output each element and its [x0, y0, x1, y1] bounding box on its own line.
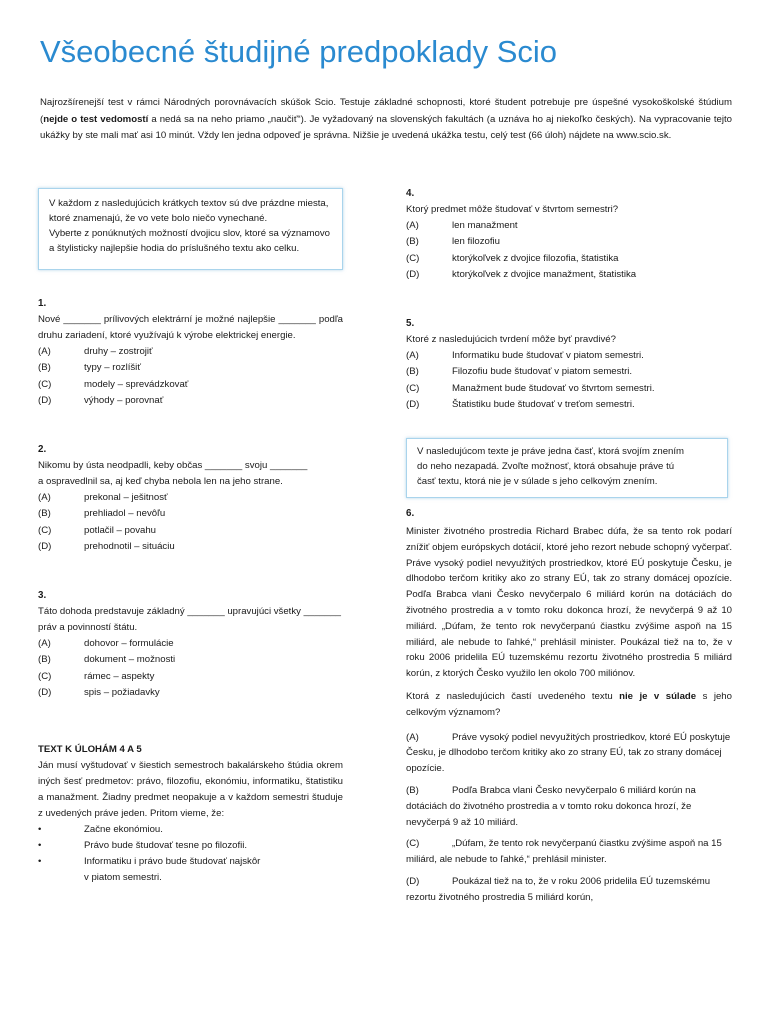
option-a — [406, 348, 732, 364]
option-a — [38, 490, 343, 506]
question-text: Nové _______ prílivových elektrární je možné najlepšie _______ podľa druhu zariadení, ktoré využívajú k výrobe elektrickej energie. — [38, 314, 343, 341]
bullet-text: Informatiku i právo bude študovať najskôr v piatom semestri. — [84, 856, 261, 883]
option-text: „Dúfam, že tento rok nevyčerpanú čiastku zvýšime aspoň na 15 miliárd, ale nebude to ľahké,“ prehlásil minister. — [406, 838, 722, 866]
question-text-2: s jeho celkovým významom? — [406, 690, 732, 718]
option-text: Práve vysoký podiel nevyužitých prostriedkov, ktoré EÚ poskytuje Česku, je dlhodobo terčom kritiky ako zo strany EÚ, tak zo strany domácej opozície. — [406, 731, 731, 775]
option-text: dokument – možnosti — [84, 654, 176, 666]
option-c — [406, 251, 732, 267]
option-text: typy – rozlíšiť — [84, 362, 141, 374]
question-passage: Minister životného prostredia Richard Brabec dúfa, že sa tento rok podarí znížiť objem európskych dotácií, ktoré jeho rezort nebude schopný vyčerpať. Práve vysoký podiel nevyužitých prostriedkov, ktoré EÚ poskytuje Česku, je dlhodobo terčom kritiky ako zo strany EÚ, tak zo strany domácej opozície. Podľa Brabca vlani Česko nevyčerpalo 6 miliárd korún na dotáciách do životného prostredia a v tomto roku dokonca hrozí, že nevyčerpá 9 až 10 miliárd. „Dúfam, že tento rok nevyčerpanú čiastku zvýšime aspoň na 15 miliárd, ale nebude to ľahké,“ prehlásil minister. Poukázal tiež na to, že v roku 2006 pridelila EÚ tuzemskému rezortu životného prostredia 5 miliárd korún, z ktorých Česko využilo len okolo 700 miliónov. — [406, 526, 732, 680]
option-a — [406, 730, 732, 777]
option-b — [406, 234, 732, 250]
option-label: (C) — [406, 838, 420, 850]
question-1 — [38, 296, 343, 409]
question-4 — [406, 186, 732, 283]
text-for-tasks-4-5 — [38, 742, 343, 886]
option-label: (D) — [406, 398, 420, 410]
option-text: prekonal – ješitnosť — [84, 492, 168, 503]
option-b — [406, 783, 732, 830]
option-c — [38, 669, 343, 685]
option-text: spis – požiadavky — [84, 686, 160, 698]
option-b — [38, 360, 343, 376]
option-text: Informatiku bude študovať v piatom semestri. — [452, 350, 644, 361]
option-text: Filozofiu bude študovať v piatom semestri. — [452, 366, 633, 378]
option-label: (B) — [38, 654, 51, 666]
option-c — [38, 523, 343, 539]
option-text: len manažment — [452, 220, 518, 231]
bullet-mark: • — [38, 856, 42, 867]
question-number: 5. — [406, 318, 415, 329]
bullet-mark: • — [38, 840, 42, 851]
question-number: 6. — [406, 508, 415, 519]
question-text: Ktoré z nasledujúcich tvrdení môže byť pravdivé? — [406, 334, 616, 345]
page-title: Všeobecné študijné predpoklady Scio — [40, 34, 558, 69]
option-label: (C) — [38, 524, 52, 536]
box1-line4: a štylisticky najlepšie hodia do príslušného textu ako celku. — [49, 243, 300, 254]
option-label: (D) — [406, 875, 420, 887]
option-d — [406, 397, 732, 413]
box1-line3: Vyberte z ponúknutých možností dvojicu slov, ktoré sa významovo — [49, 228, 331, 239]
option-b — [38, 506, 343, 522]
option-text: Štatistiku bude študovať v treťom semestri. — [452, 398, 635, 410]
question-text: Ktorý predmet môže študovať v štvrtom semestri? — [406, 204, 619, 215]
option-d — [38, 685, 343, 701]
option-text: dohovor – formulácie — [84, 638, 174, 649]
option-label: (A) — [406, 731, 419, 743]
box2-line1: V nasledujúcom texte je práve jedna časť, ktorá svojím znením — [417, 446, 685, 457]
option-text: prehodnotil – situáciu — [84, 540, 175, 552]
intro-text-2: a nedá sa na neho priamo „naučiť“). Je vyžadovaný na slovenských fakultách (a uznáva ho aj niekoľko českých). Na vypracovanie tejto ukážky by ste mali mať asi 10 minút. Vždy len jedna odpoveď je správna. Nižšie je uvedená ukážka testu, celý test (66 úloh) nájdete na www.scio.sk. — [40, 113, 733, 141]
option-label: (B) — [38, 508, 51, 520]
intro-paragraph — [40, 95, 732, 145]
option-text: výhody – porovnať — [84, 394, 164, 406]
option-b — [406, 364, 732, 380]
option-label: (D) — [406, 268, 420, 280]
question-2 — [38, 442, 343, 555]
box2-line3: časť textu, ktorá nie je v súlade s jeho celkovým znením. — [417, 476, 658, 487]
option-text: Manažment bude študovať vo štvrtom semestri. — [452, 382, 655, 394]
option-c — [406, 836, 732, 868]
option-text: druhy – zostrojiť — [84, 346, 153, 357]
option-text: potlačil – povahu — [84, 524, 157, 536]
question-number: 1. — [38, 298, 47, 309]
option-label: (C) — [406, 252, 420, 264]
question-text — [406, 689, 732, 721]
question-number: 4. — [406, 188, 415, 199]
option-label: (A) — [38, 346, 51, 357]
option-label: (D) — [38, 540, 52, 552]
option-a — [38, 344, 343, 360]
bullet-text: Začne ekonómiou. — [84, 824, 163, 835]
box2-line2: do neho nezapadá. Zvoľte možnosť, ktorá obsahuje práve tú — [417, 461, 675, 472]
question-text-bold: nie je v súlade — [619, 690, 697, 702]
option-c — [406, 381, 732, 397]
bullet-item — [38, 854, 343, 886]
section-heading: TEXT K ÚLOHÁM 4 A 5 — [38, 744, 142, 755]
box1-line1: V každom z nasledujúcich krátkych textov sú dve prázdne miesta, — [49, 198, 329, 209]
bullet-mark: • — [38, 824, 42, 835]
option-d — [406, 267, 732, 283]
option-label: (B) — [406, 784, 419, 796]
intro-bold: nejde o test vedomostí — [43, 113, 149, 125]
option-d — [38, 539, 343, 555]
question-3 — [38, 588, 343, 701]
intro-text-1: Najrozšírenejší test v rámci Národných porovnávacích skúšok Scio. Testuje základné schopnosti, ktoré študent potrebuje pre úspešné vysokoškolské štúdium ( — [40, 97, 732, 125]
option-text: rámec – aspekty — [84, 670, 155, 682]
option-d — [406, 874, 732, 906]
question-5 — [406, 316, 732, 413]
question-text-line2: práv a povinností štátu. — [38, 622, 138, 633]
option-text: Poukázal tiež na to, že v roku 2006 pridelila EÚ tuzemskému rezortu životného prostredia 5 miliárd korún, — [406, 875, 711, 903]
question-text-line2: a ospravedlnil sa, aj keď chyba nebola len na jeho strane. — [38, 476, 283, 487]
question-text-line1: Táto dohoda predstavuje základný _______ upravujúci všetky _______ — [38, 606, 341, 617]
option-text: len filozofiu — [452, 236, 500, 248]
bullet-text: Právo bude študovať tesne po filozofii. — [84, 840, 248, 851]
question-text-line1: Nikomu by ústa neodpadli, keby občas _______ svoju _______ — [38, 460, 308, 471]
option-label: (C) — [38, 378, 52, 390]
option-label: (A) — [406, 220, 419, 231]
option-b — [38, 652, 343, 668]
option-label: (B) — [406, 366, 419, 378]
bullet-item — [38, 822, 343, 838]
option-d — [38, 393, 343, 409]
option-label: (C) — [406, 382, 420, 394]
option-c — [38, 377, 343, 393]
box1-line2: ktoré znamenajú, že vo vete bolo niečo vynechané. — [49, 213, 268, 224]
question-number: 2. — [38, 444, 47, 455]
instruction-box-1 — [38, 188, 343, 270]
question-6 — [406, 506, 732, 912]
section-body: Ján musí vyštudovať v šiestich semestroch bakalárskeho štúdia okrem iných šesť predmetov: právo, filozofiu, ekonómiu, informatiku, štatistiku a manažment. Žiadny predmet neopakuje a v každom semestri študuje z uvedených práve jeden. Pritom vieme, že: — [38, 760, 343, 819]
question-number: 3. — [38, 590, 47, 601]
option-a — [38, 636, 343, 652]
option-label: (A) — [406, 350, 419, 361]
bullet-item — [38, 838, 343, 854]
option-label: (C) — [38, 670, 52, 682]
question-text-1: Ktorá z nasledujúcich častí uvedeného textu — [406, 690, 620, 702]
option-a — [406, 218, 732, 234]
option-text: Podľa Brabca vlani Česko nevyčerpalo 6 miliárd korún na dotáciách do životného prostredia a v tomto roku dokonca hrozí, že nevyčerpá 9 až 10 miliárd. — [406, 784, 696, 828]
instruction-box-2 — [406, 438, 728, 498]
option-label: (A) — [38, 492, 51, 503]
option-label: (D) — [38, 394, 52, 406]
option-text: modely – sprevádzkovať — [84, 378, 189, 390]
option-text: ktorýkoľvek z dvojice manažment, štatistika — [452, 268, 637, 280]
option-text: prehliadol – nevôľu — [84, 508, 166, 520]
option-label: (A) — [38, 638, 51, 649]
option-label: (B) — [38, 362, 51, 374]
option-label: (D) — [38, 686, 52, 698]
option-text: ktorýkoľvek z dvojice filozofia, štatistika — [452, 252, 619, 264]
option-label: (B) — [406, 236, 419, 248]
